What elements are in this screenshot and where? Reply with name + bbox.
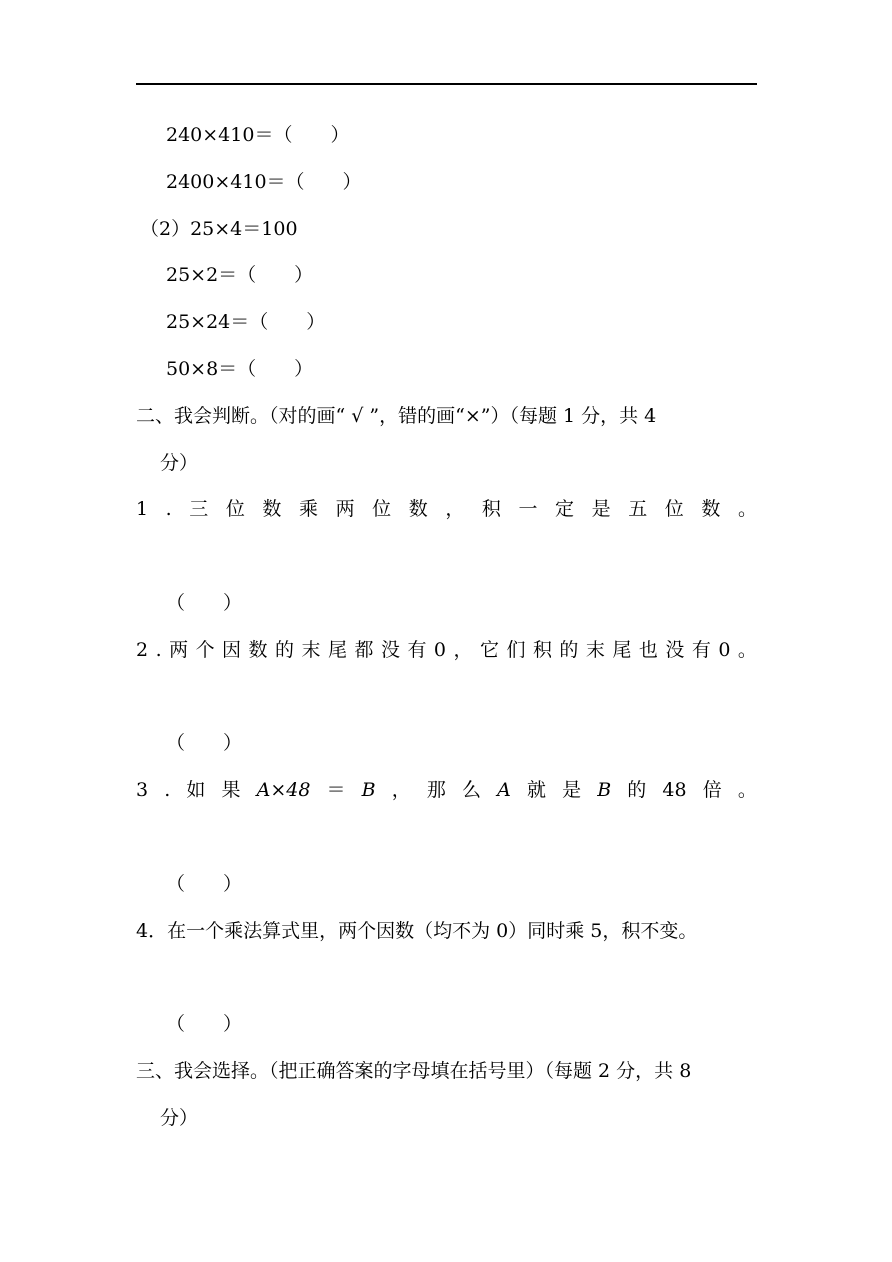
q3-char: 如	[186, 779, 206, 801]
q1-char: 乘	[299, 498, 319, 520]
q2-char: 。	[737, 639, 757, 661]
q1-char: 积	[481, 498, 501, 520]
q3-char: 的	[627, 779, 647, 801]
q1-char: 三	[189, 498, 209, 520]
q3-expression: A×48	[256, 779, 311, 801]
q3-variable: A	[497, 779, 511, 801]
question-1	[136, 497, 757, 521]
q1-char: 五	[628, 498, 648, 520]
q3-dot: .	[164, 779, 171, 801]
header-rule	[136, 83, 757, 85]
section-2-heading-cont: 分）	[160, 452, 199, 474]
q2-number: 2	[136, 639, 149, 661]
line-25x2: 25×2＝（ ）	[166, 264, 314, 286]
q1-char: 一	[518, 498, 538, 520]
section-3-heading-cont: 分）	[160, 1107, 199, 1129]
section-3-heading: 三、我会选择。（把正确答案的字母填在括号里）（每题 2 分，共 8	[136, 1060, 692, 1082]
q2-char: 有	[407, 639, 427, 661]
q1-char: 位	[664, 498, 684, 520]
q2-answer-blank[interactable]: （ ）	[166, 732, 243, 754]
q2-char: 末	[301, 639, 321, 661]
q3-variable: B	[361, 779, 376, 801]
q1-char: 数	[408, 498, 428, 520]
q2-char: 因	[222, 639, 242, 661]
q1-char: 位	[372, 498, 392, 520]
q1-char: 定	[555, 498, 575, 520]
sub-question-2-header: （2）25×4＝100	[140, 218, 298, 240]
question-3	[136, 778, 757, 802]
q2-char: 的	[275, 639, 295, 661]
line-50x8: 50×8＝（ ）	[166, 358, 314, 380]
q2-char: 没	[665, 639, 685, 661]
q2-char: 0	[718, 639, 731, 661]
q3-number: 3	[136, 779, 149, 801]
q1-char: 两	[335, 498, 355, 520]
q1-char: 位	[225, 498, 245, 520]
q1-answer-blank[interactable]: （ ）	[166, 592, 243, 614]
q3-char: ，	[391, 779, 411, 801]
q3-char: 就	[526, 779, 546, 801]
section-2-heading: 二、我会判断。（对的画“ √ ”，错的画“×”）（每题 1 分，共 4	[136, 405, 657, 427]
q2-char: 有	[691, 639, 711, 661]
question-4: 4．在一个乘法算式里，两个因数（均不为 0）同时乘 5，积不变。	[136, 920, 698, 942]
q2-char: 积	[532, 639, 552, 661]
line-240x410: 240×410＝（ ）	[166, 124, 350, 146]
q1-char: ，	[445, 498, 465, 520]
q2-char: ，	[453, 639, 473, 661]
q2-char: 它	[479, 639, 499, 661]
q3-char: ＝	[326, 779, 346, 801]
q2-char: 个	[195, 639, 215, 661]
q2-char: 数	[248, 639, 268, 661]
question-2	[136, 638, 757, 662]
q1-char: 。	[737, 498, 757, 520]
q2-char: 都	[354, 639, 374, 661]
q2-char: 们	[506, 639, 526, 661]
q2-char: 也	[638, 639, 658, 661]
q2-char: 没	[380, 639, 400, 661]
q1-number: 1	[136, 498, 149, 520]
q1-char: 是	[591, 498, 611, 520]
q2-char: 尾	[612, 639, 632, 661]
line-25x24: 25×24＝（ ）	[166, 311, 326, 333]
q4-answer-blank[interactable]: （ ）	[166, 1013, 243, 1035]
q1-char: 数	[262, 498, 282, 520]
q2-dot: .	[155, 639, 162, 661]
q3-char: 。	[737, 779, 757, 801]
q3-char: 48	[662, 779, 687, 801]
q3-char: 果	[221, 779, 241, 801]
q1-char: 数	[701, 498, 721, 520]
q1-dot: .	[165, 498, 172, 520]
line-2400x410: 2400×410＝（ ）	[166, 171, 362, 193]
q2-char: 的	[559, 639, 579, 661]
q2-char: 0	[433, 639, 447, 661]
q3-answer-blank[interactable]: （ ）	[166, 873, 243, 895]
q3-variable: B	[597, 779, 612, 801]
q2-char: 尾	[327, 639, 347, 661]
q2-char: 末	[585, 639, 605, 661]
q3-char: 是	[562, 779, 582, 801]
q3-char: 那	[426, 779, 446, 801]
q3-char: 倍	[702, 779, 722, 801]
q3-char: 么	[462, 779, 482, 801]
q2-char: 两	[169, 639, 189, 661]
